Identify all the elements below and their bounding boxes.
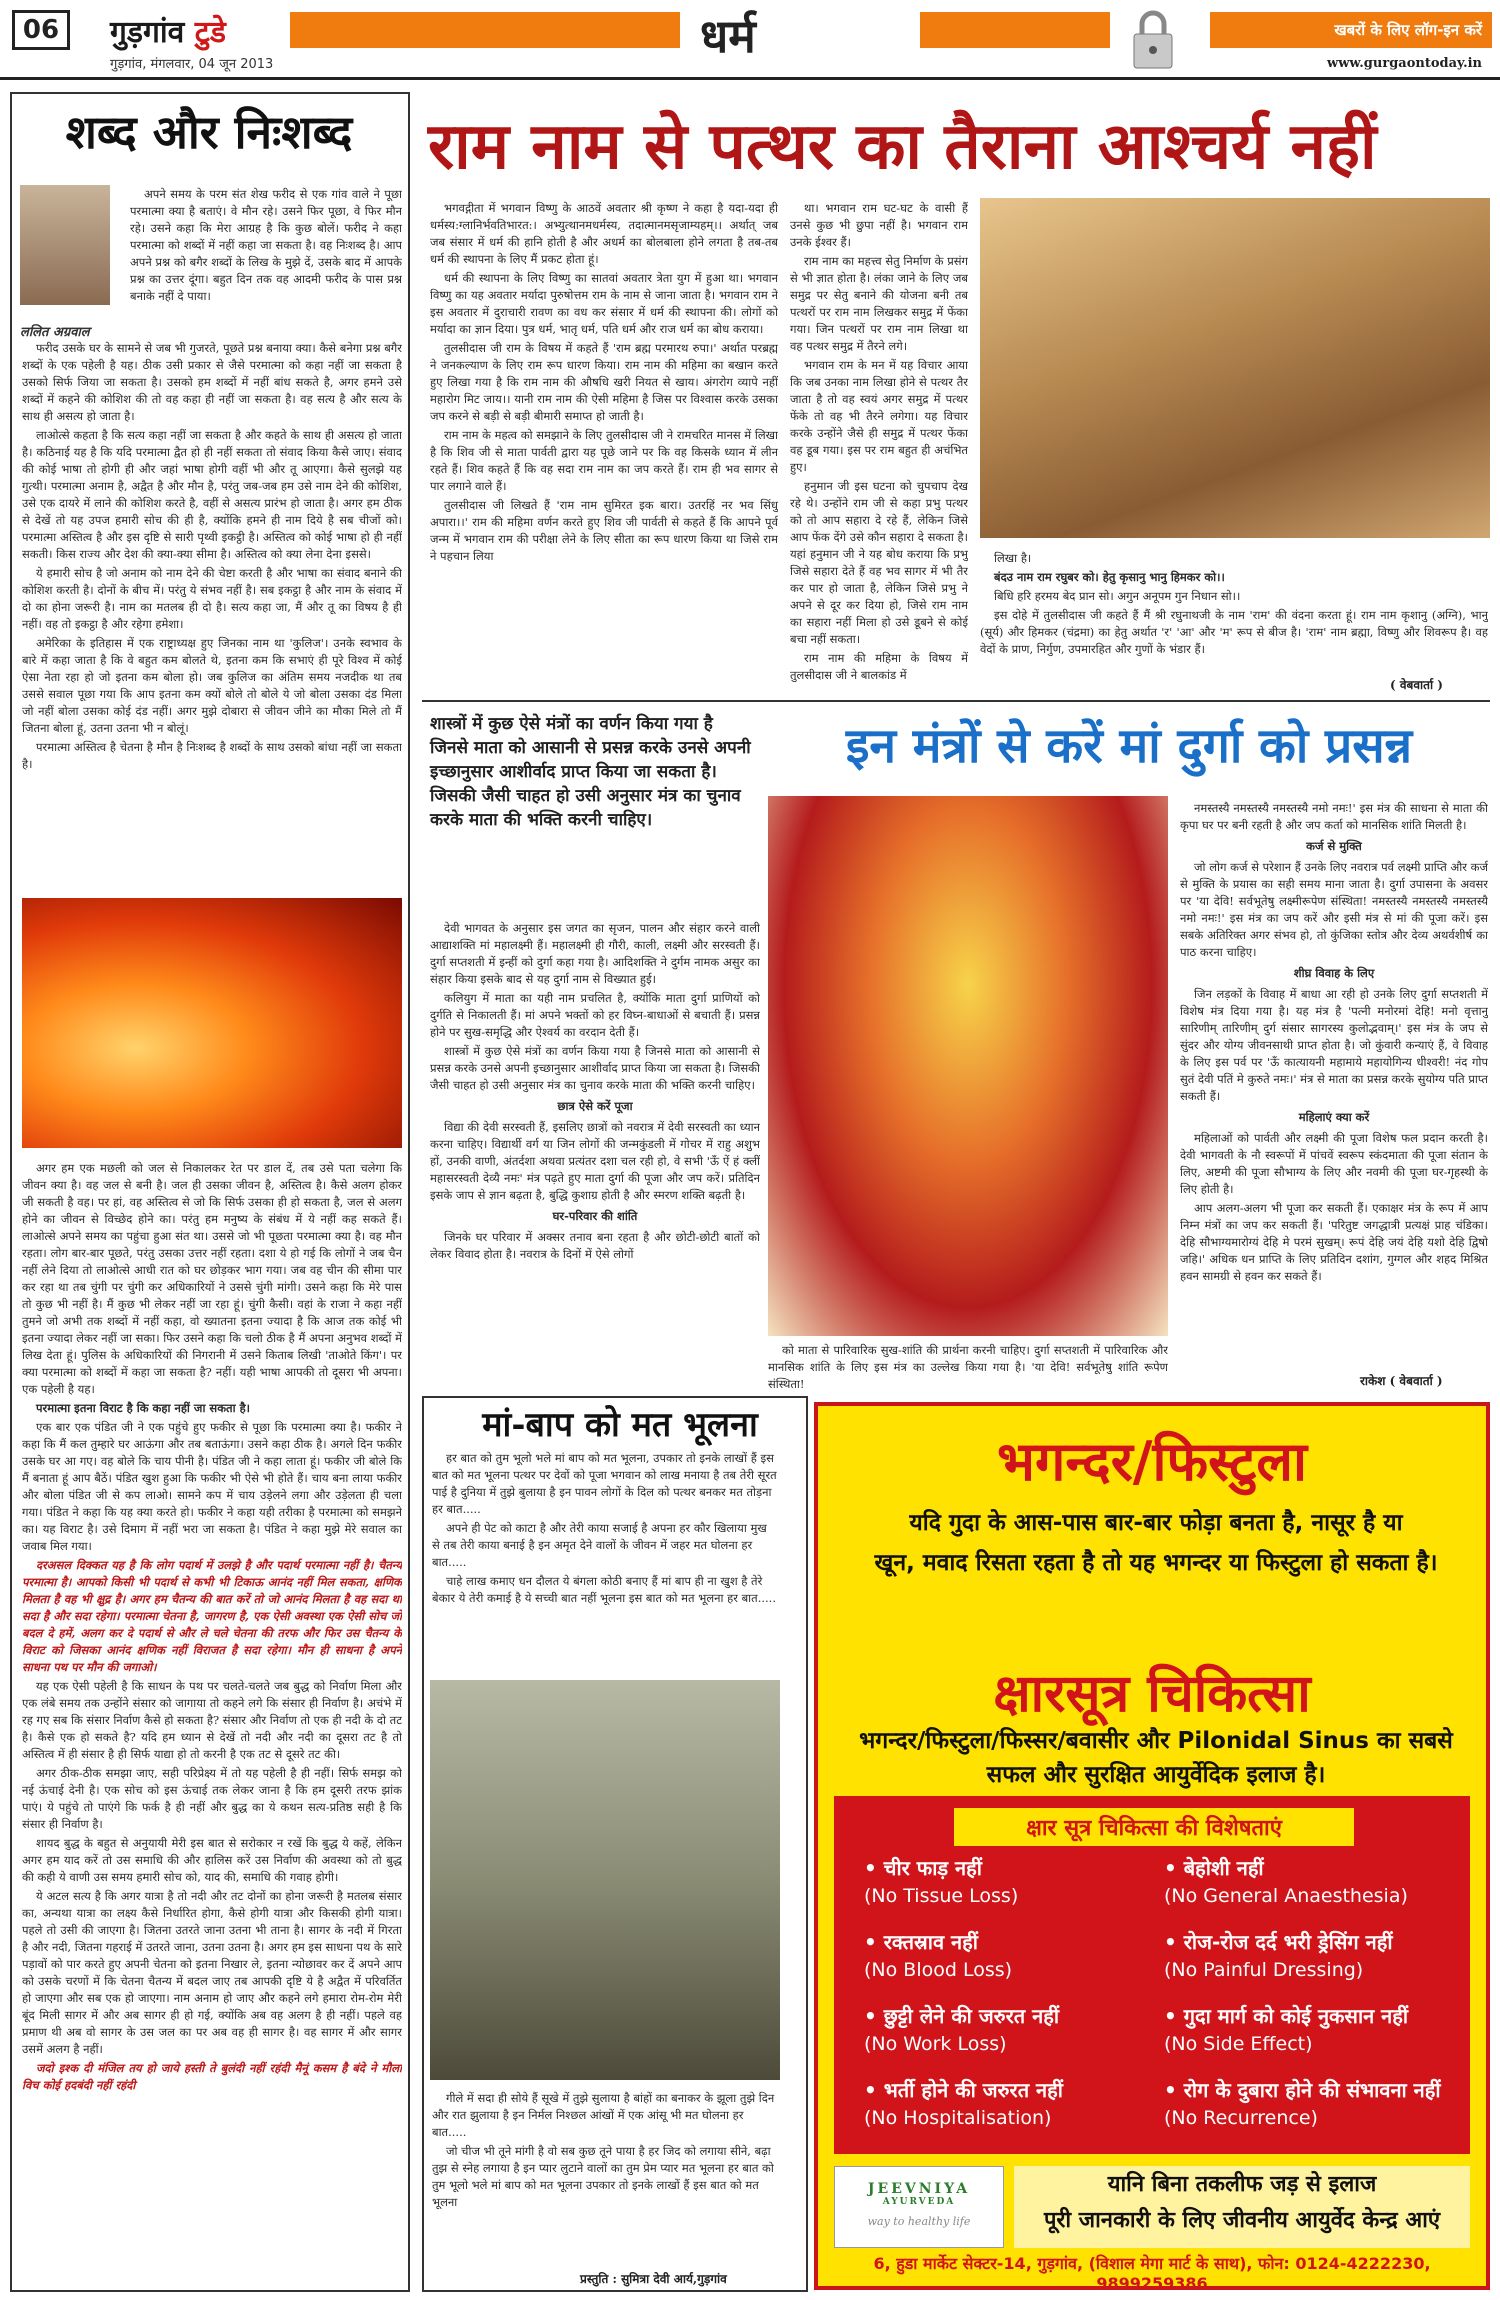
- paragraph: अमेरिका के इतिहास में एक राष्ट्राध्यक्ष हुए जिनका नाम था 'कुलिज'। उनके स्वभाव के बारे में कहा जाता है कि वे बहुत कम बोलते थे, इतना कम कि सभाएं ही पूरे विश्व में कोई ऐसा नेता रहा हो जो इतना कम बोला हो। जब कुलिज का अंतिम समय नजदीक था तब उससे सवाल पूछा गया कि आप इतना कम क्यों बोले तो बोले ये जो बोला उसका दंड मिला जो नहीं बोला उसका कोई दंड नहीं। अगर मुझे दोबारा से जीवन जीने का मौका मिले तो मैं जितना बोला हूं, उतना उतना भी न बोलूं।: [22, 636, 402, 735]
- header-bar-right: [920, 12, 1110, 48]
- paragraph: आप अलग-अलग भी पूजा कर सकती हैं। एकाक्षर मंत्र के रूप में आप निम्न मंत्रों का जप कर सकती हैं। 'परितुष्ट जगद्धात्री प्रत्यक्षं प्राह चंडिका। देहि सौभाग्यमारोग्यं देहि मे परमं सुखम्। रूपं देहि जयं देहि यशो देहि द्विषो जहि।' अधिक धन प्राप्ति के लिए प्रतिदिन दशांग, गुग्गल और शहद मिश्रित हवन सामग्री से हवन कर सकते हैं।: [1180, 1201, 1488, 1283]
- features-title: क्षार सूत्र चिकित्सा की विशेषताएं: [954, 1808, 1354, 1846]
- elderly-couple-painting: [430, 1680, 780, 2080]
- paragraph: फरीद उसके घर के सामने से जब भी गुजरते, पूछते प्रश्न बनाया क्या। कैसे बनेगा प्रश्न बगैर शब्दों के एक पहेली है यह। ठीक उसी प्रकार से जैसे परमात्मा को कहा नहीं जा सकता है उसको सिर्फ जिया जा सकता है। उसको हम शब्दों में नहीं बांध सकते है, अगर हमने उसे शब्दों में कहने की कोशिश की तो वह कहा ही नहीं जा सकता है। वह सत्य है और सत्य के साथ ही असत्य हो जाता है।: [22, 341, 402, 423]
- quote-block: दरअसल दिक्कत यह है कि लोग पदार्थ में उलझे है और पदार्थ परमात्मा नहीं है। चैतन्य परमात्मा है। आपको किसी भी पदार्थ से कभी भी टिकाऊ आनंद नहीं मिल सकता, क्षणिक मिलता है वह भी क्षुद्र है। अगर हम चैतन्य की बात करें तो जो आनंद मिलता है वह सदा था सदा है और सदा रहेगा। परमात्मा चेतना है, जागरण है, एक ऐसी अवस्था एक ऐसी सोच जो बदल दे हमें, अलग कर दे पदार्थ से और ले चले चेतना की तरफ और फिर उस चैतन्य के विराट को जिसका आनंद क्षणिक नहीं विराजत है सदा रहेगा। मौन ही साधना है अपने साधना पथ पर मौन की जगाओ।: [22, 1558, 402, 1674]
- newspaper-logo[interactable]: [110, 10, 226, 51]
- left-lower-column: [22, 1160, 402, 2285]
- paragraph: यह एक ऐसी पहेली है कि साधन के पथ पर चलते-चलते जब बुद्ध को निर्वाण मिला और एक लंबे समय तक उन्होंने संसार को जागाया तो कहने लगे कि संसार ही निर्वाण है। अचंभे में रह गए सब कि संसार निर्वाण कैसे हो सकता है? संसार और निर्वाण तो एक ही नदी के दो तट है। कैसे एक हो सकते है? यदि हम ध्यान से देखें तो नदी और नदी का दूसरा तट है तो अस्तित्व में ही संसार है ही सिर्फ याद्या हो तो करनी है एक तट से दूसरे तट की।: [22, 1679, 402, 1761]
- paragraph: राम नाम के महत्व को समझाने के लिए तुलसीदास जी ने रामचरित मानस में लिखा है कि शिव जी से माता पार्वती द्वारा यह पूछे जाने पर कि वह किसके ध्यान में लीन रहते हैं। शिव कहते हैं कि वह सदा राम नाम का जप करते हैं। राम ही भव सागर से पार लगाने वाले हैं।: [430, 428, 778, 493]
- rama-setu-painting: [980, 198, 1490, 538]
- rama-column-1: [430, 200, 778, 695]
- highlight-line: परमात्मा इतना विराट है कि कहा नहीं जा सकता है।: [36, 1401, 251, 1415]
- paragraph: तुलसीदास जी लिखते हैं 'राम नाम सुमिरत इक बारा। उतरहिं नर भव सिंधु अपारा।।' राम की महिमा वर्णन करते हुए शिव जी पार्वती से कहते हैं कि आपने पूर्व जन्म में भगवान राम की परीक्षा लेने के लिए सीता का रूप धारण किया था जिसे राम ने पहचान लिया: [430, 498, 778, 563]
- paragraph: जिनके घर परिवार में अक्सर तनाव बना रहता है और छोटी-छोटी बातों को लेकर विवाद होता है। नवरात्र के दिनों में ऐसे लोगों: [430, 1230, 760, 1261]
- feature-item: • बेहोशी नहीं (No General Anaesthesia): [1164, 1856, 1408, 1907]
- paragraph: हनुमान जी इस घटना को चुपचाप देख रहे थे। उन्होंने राम जी से कहा प्रभु पत्थर को तो आप सहारा दे रहे हैं, लेकिन जिसे आप फेंक देंगे उसे कौन सहारा दे सकता है। यहां हनुमान जी ने यह बोध कराया कि प्रभु जिसे सहारा देते हैं वह भव सागर में भी तैर कर पार हो जाता है, लेकिन जिसे प्रभु ने अपने से दूर कर दिया हो, जिसे राम नाम का सहारा नहीं मिला हो उसे डूबने से कोई बचा नहीं सकता।: [790, 479, 968, 646]
- paragraph: अपने समय के परम संत शेख फरीद से एक गांव वाले ने पूछा परमात्मा क्या है बताएं। वे मौन रहे। उसने फिर पूछा, वे फिर मौन रहे। उसने कहा कि मेरा आग्रह है कि कुछ बोलें। फरीद ने कहा परमात्मा को शब्दों में नहीं कहा जा सकता है। वह निःशब्द है। आप अपने प्रश्न को बगैर शब्दों के लिख के मुझे दें, उसके बाद में आपके प्रश्न का उत्तर दूंगा। बहुत दिन तक वह आदमी फरीद के पास प्रश्न बनाके नहीं दे पाया।: [130, 187, 402, 303]
- ad-text-line: खून, मवाद रिसता रहता है तो यह भगन्दर या फिस्टुला हो सकता है।: [874, 1550, 1438, 1576]
- durga-column-1: [430, 920, 760, 1380]
- subheading: घर-परिवार की शांति: [552, 1209, 638, 1223]
- ad-address: 6, हुडा मार्केट सेक्टर-14, गुड़गांव, (विशाल मेगा मार्ट के साथ), फोन: 0124-4222230, 9899259386: [873, 2254, 1431, 2293]
- doha-line: बिधि हरि हरमय बेद प्रान सो। अगुन अनूपम गुन निधान सो।।: [994, 589, 1241, 603]
- left-intro-column: [130, 186, 402, 326]
- paragraph: राम नाम का महत्त्व सेतु निर्माण के प्रसंग से भी ज्ञात होता है। लंका जाने के लिए जब समुद्र पर सेतु बनाने की योजना बनी तब पत्थरों पर राम नाम लिखकर समुद्र में फेंका गया। जिन पत्थरों पर राम नाम लिखा था वह पत्थर समुद्र में तैरने लगे।: [790, 254, 968, 353]
- brand-suffix: टुडे: [194, 15, 226, 50]
- paragraph: भगवान राम के मन में यह विचार आया कि जब उनका नाम लिखा होने से पत्थर तैर जाता है तो वह स्वयं अगर समुद्र में पत्थर फेंके तो वह भी तैरने लगेगा। यह विचार करके उन्होंने जैसे ही समुद्र में पत्थर फेंका वह डूब गया। इस पर राम बहुत ही अचंभित हुए।: [790, 358, 968, 474]
- maabaap-credit: प्रस्तुति : सुमित्रा देवी आर्य,गुड़गांव: [580, 2272, 727, 2286]
- login-link[interactable]: खबरों के लिए लॉग-इन करें: [1210, 12, 1492, 48]
- paragraph: विद्या की देवी सरस्वती हैं, इसलिए छात्रों को नवरात्र में देवी सरस्वती का ध्यान करना चाहिए। विद्यार्थी वर्ग या जिन लोगों की जन्मकुंडली में गोचर में राहु अशुभ हों, उनकी वाणी, अंतर्दशा अथवा प्रत्यंतर दशा चल रही हो, वे सभी 'ऊँ ऐं हं क्लीं महासरस्वती देव्यै नमः' मंत्र पढ़ते हुए माता दुर्गा की पूजा और जप करें। प्रतिदिन इसके जाप से ज्ञान बढ़ता है, बुद्धि कुशाग्र होती है और स्मरण शक्ति बढ़ती है।: [430, 1120, 760, 1202]
- section-title: धर्म: [700, 9, 756, 63]
- durga-credit: राकेश ( वेबवार्ता ): [1360, 1374, 1443, 1388]
- website-link[interactable]: www.gurgaontoday.in: [1327, 56, 1482, 71]
- durga-illustration: [768, 796, 1168, 1336]
- doha-line: बंदउ नाम राम रघुबर को। हेतु कृसानु भानु हिमकर को।।: [994, 570, 1225, 584]
- brand-name: गुड़गांव: [110, 15, 185, 50]
- jeevniya-logo: JEEVNIYA AYURVEDA way to healthy life: [834, 2166, 1004, 2248]
- maabaap-poem-top: [432, 1450, 778, 1675]
- paragraph: महिलाओं को पार्वती और लक्ष्मी की पूजा विशेष फल प्रदान करती है। देवी भागवती के नौ स्वरूपों में पांचवें स्वरूप स्कंदमाता की पूजा संतान के लिए, अष्टमी की पूजा सौभाग्य के लिए और नवमी की पूजा घर-गृहस्थी के लिए होती है।: [1180, 1131, 1488, 1196]
- durga-column-3: [1180, 800, 1488, 1390]
- paragraph: तुलसीदास जी राम के विषय में कहते हैं 'राम ब्रह्म परमारथ रुपा।' अर्थात परब्रह्म ने जनकल्याण के लिए राम रूप धारण किया। राम नाम की महिमा का बखान करते हुए लिखा गया है कि राम नाम की औषधि खरी नियत से खाय। अंगरोग व्यापे नहीं महारोग मिट जाय।। यानी राम नाम की ऐसी महिमा है जिस पर विश्वास करके उसका जप करने से बड़ी से बड़ी बीमारी समाप्त हो जाती है।: [430, 341, 778, 423]
- left-body-column: [22, 340, 402, 885]
- paragraph: देवी भागवत के अनुसार इस जगत का सृजन, पालन और संहार करने वाली आद्याशक्ति मां महालक्ष्मी हैं। महालक्ष्मी ही गौरी, काली, लक्ष्मी और सरस्वती हैं। दुर्गा सप्तशती में इन्हीं को दुर्गा कहा गया है। आदिशक्ति ने दुर्गम नामक असुर का संहार किया इसके बाद से यह दुर्गा नाम से विख्यात हुई।: [430, 921, 760, 986]
- paragraph: राम नाम की महिमा के विषय में तुलसीदास जी ने बालकांड में: [790, 651, 968, 682]
- author-photo: [20, 185, 110, 305]
- feature-item: • छुट्टी लेने की जरुरत नहीं (No Work Loss): [864, 2004, 1060, 2055]
- fistula-advertisement[interactable]: [814, 1402, 1490, 2293]
- poem-stanza: जो चीज भी तूने मांगी है वो सब कुछ तूने पाया है हर जिद को लगाया सीने, बढ़ा तुझ से स्नेह लगाया है इन प्यार लुटाने वालों का तुम प्रेम प्यार मत भूलना हर बात को तुम भूलो भले मां बाप को मत भूलना उपकार तो इनके लाखों हैं इस बात को मत भूलना: [432, 2144, 774, 2209]
- subheading: छात्र ऐसे करें पूजा: [557, 1099, 633, 1113]
- author-name: ललित अग्रवाल: [20, 325, 90, 340]
- subheading: महिलाएं क्या करें: [1298, 1110, 1370, 1124]
- feature-item: • गुदा मार्ग को कोई नुकसान नहीं (No Side Effect): [1164, 2004, 1409, 2055]
- ad-banner: [1014, 2166, 1470, 2248]
- left-article-title: शब्द और निःशब्द: [65, 105, 353, 159]
- paragraph: था। भगवान राम घट-घट के वासी हैं उनसे कुछ भी छुपा नहीं है। भगवान राम उनके ईश्वर हैं।: [790, 201, 968, 249]
- feature-item: • चीर फाड़ नहीं (No Tissue Loss): [864, 1856, 1019, 1907]
- paragraph: लाओत्से कहता है कि सत्य कहा नहीं जा सकता है और कहते के साथ ही असत्य हो जाता है। कठिनाई यह है कि यदि परमात्मा द्वैत हो ही नहीं सकता तो संवाद किया कैसे जाए। संवाद की कोई भाषा तो होगी ही और जहां भाषा होगी वहीं भी और तू आएगा। कैसे सुलझे यह गुत्थी। परमात्मा अनाम है, अद्वैत है और मौन है, परंतु जब-जब हम उसे नाम देने की कोशिश, उसे एक दायरे में लाने की कोशिश करते है, वहीं से असत्य प्रारंभ हो जाता है। अगर हम ठीक से देखें तो यह उपज हमारी सोच की ही है, क्योंकि हमने ही नाम दिये है सब चीजों को। परमात्मा अस्तित्व है और इस दृष्टि से सारी पृथ्वी इकट्ठी है। अस्तित्व को कोई भाषा हो ही नहीं सकती। किस राज्य और देश की क्या-क्या सीमा है। अस्तित्व को क्या लेना देना इससे।: [22, 428, 402, 561]
- paragraph: एक बार एक पंडित जी ने एक पहुंचे हुए फकीर से पूछा कि परमात्मा क्या है। फकीर ने कहा कि मैं कल तुम्हारे घर आऊंगा और तब बताऊंगा। उसने कहा ठीक है। अगले दिन फकीर उसके घर आ गए। वह बोले कि चाय पीनी है। पंडित जी ने कहा लाता हूं। फकीर जी बोले कि मैं बनाता हूं आप बैठें। पंडित खुश हुआ कि फकीर भी ऐसे भी होते हैं। चाय बना लाया फकीर और बोला पंडित जी से कप लाओ। सामने कप में चाय उड़ेलने लगा और उड़ेलता ही चला गया। पंडित ने कहा कि यह क्या करते हो। फकीर ने कहा यही तरीका है परमात्मा को समझने का। यह विराट है। उसे दिमाग में नहीं भरा जा सकता है। पंडित ने कहा मुझे मेरे सवाल का जवाब मिल गया।: [22, 1420, 402, 1553]
- paragraph: लिखा है।: [994, 551, 1032, 565]
- paragraph: धर्म की स्थापना के लिए विष्णु का सातवां अवतार त्रेता युग में हुआ था। भगवान विष्णु का यह अवतार मर्यादा पुरुषोत्तम राम के नाम से जाना जाता है। भगवान राम ने इस अवतार में दुराचारी रावण का वध कर संसार में धर्म की स्थापना की। लोगों को मर्यादा का ज्ञान दिया। पुत्र धर्म, भातृ धर्म, पति धर्म और राज धर्म का बोध कराया।: [430, 271, 778, 336]
- paragraph: जिन लड़कों के विवाह में बाधा आ रही हो उनके लिए दुर्गा सप्तशती में विशेष मंत्र दिया गया है। यह मंत्र है 'पत्नी मनोरमां देहि! मनो वृत्तानु सारिणीम् तारिणीम् दुर्ग संसार सागरस्य कुलोद्भवाम्।' इस मंत्र के जप से सुंदर और योग्य जीवनसाथी प्राप्त होता है। जो कुंवारी कन्याएं हैं, वे विवाह के लिए इस पर्व पर 'ऊँ कात्यायनी महामाये महायोगिन्य धीश्वरी! नंद गोप सुतं देवी पतिं मे कुरुते नमः।' मंत्र से माता का प्रसन्न करके सुयोग्य पति प्राप्त सकती हैं।: [1180, 987, 1488, 1103]
- paragraph: ये हमारी सोच है जो अनाम को नाम देने की चेष्टा करती है और भाषा का संवाद बनाने की कोशिश करती है। दोनों के बीच में। परंतु ये संभव नहीं है। सब इकट्ठा है और नाम के संवाद में दो का होना जरूरी है। नाम का मतलब ही दो है। सत्य कहा जा, मैं और तू का विषय है ही नहीं। वह तो इकट्ठा है और रहेगा हमेशा।: [22, 566, 402, 631]
- feature-item: • रोज-रोज दर्द भरी ड्रेसिंग नहीं (No Painful Dressing): [1164, 1930, 1393, 1981]
- maabaap-poem-bottom: [432, 2090, 778, 2270]
- paragraph: अगर ठीक-ठीक समझा जाए, सही परिप्रेक्ष्य में तो यह पहेली है ही नहीं। सिर्फ समझ को नई ऊंचाई देनी है। एक सोच को इस ऊंचाई तक लेकर जाना है कि हम दूसरी तरफ झांक पाएं। ये पहुंचे तो पाएंगे कि फर्क है ही नहीं और बुद्ध का ये कथन सत्य-प्रतिष्ठ सही है कि संसार ही निर्वाण है।: [22, 1766, 402, 1831]
- rama-column-2: [790, 200, 968, 695]
- paragraph: परमात्मा अस्तित्व है चेतना है मौन है निःशब्द है शब्दों के साथ उसको बांधा नहीं जा सकता है।: [22, 740, 402, 771]
- paragraph: इस दोहे में तुलसीदास जी कहते हैं मैं श्री रघुनाथजी के नाम 'राम' की वंदना करता हूं। राम नाम कृशानु (अग्नि), भानु (सूर्य) और हिमकर (चंद्रमा) का हेतु अर्थात 'र' 'आ' और 'म' रूप से बीज है। 'राम' नाम ब्रह्मा, विष्णु और शिवरूप है। वह वेदों के प्राण, निर्गुण, उपमारहित और गुणों के भंडार हैं।: [980, 608, 1488, 656]
- paragraph: शास्त्रों में कुछ ऐसे मंत्रों का वर्णन किया गया है जिनसे माता को आसानी से प्रसन्न करके उनसे अपनी इच्छानुसार आशीर्वाद प्राप्त किया जा सकता है। जिसकी जैसी चाहत हो उसी अनुसार मंत्र का चुनाव करके माता की भक्ति करनी चाहिए।: [430, 1044, 760, 1092]
- page-number: 06: [12, 10, 70, 50]
- paragraph: कलियुग में माता का यही नाम प्रचलित है, क्योंकि माता दुर्गा प्राणियों को दुर्गति से निकालती हैं। मां अपने भक्तों को हर विघ्न-बाधाओं से बचाती हैं। प्रसन्न होने पर सुख-समृद्धि और ऐश्वर्य का वरदान देती हैं।: [430, 991, 760, 1039]
- ad-text-line: सफल और सुरक्षित आयुर्वेदिक इलाज है।: [986, 1762, 1326, 1788]
- durga-pull-quote: शास्त्रों में कुछ ऐसे मंत्रों का वर्णन किया गया है जिनसे माता को आसानी से प्रसन्न करके उनसे अपनी इच्छानुसार आशीर्वाद प्राप्त किया जा सकता है। जिसकी जैसी चाहत हो उसी अनुसार मंत्र का चुनाव करके माता की भक्ति करनी चाहिए।: [430, 714, 751, 830]
- ad-features-box: [834, 1796, 1470, 2154]
- ad-text-line: यदि गुदा के आस-पास बार-बार फोड़ा बनता है, नासूर है या: [909, 1510, 1403, 1536]
- banner-line: पूरी जानकारी के लिए जीवनीय आयुर्वेद केन्द्र आएं: [1043, 2207, 1441, 2233]
- masthead: [0, 0, 1500, 80]
- poem-stanza: हर बात को तुम भूलो भले मां बाप को मत भूलना, उपकार तो इनके लाखों हैं इस बात को मत भूलना पत्थर पर देवों को पूजा भगवान को लाख मनाया है तब तेरी सूरत पाई है दुनिया में तुझे बुलाया है इन पावन लोगों के दिल को पत्थर बनकर मत तोड़ना हर बात.....: [432, 1451, 777, 1516]
- poem-stanza: चाहे लाख कमाए धन दौलत ये बंगला कोठी बनाए हैं मां बाप ही ना खुश है तेरे बेकार ये तेरी कमाई है ये सच्ची बात नहीं भूलना इस बात को मत भूलना हर बात.....: [432, 1574, 776, 1605]
- paragraph: नमस्तस्यै नमस्तस्यै नमस्तस्यै नमो नमः!' इस मंत्र की साधना से माता की कृपा घर पर बनी रहती है और जप कर्ता को मानसिक शांति मिलती है।: [1180, 801, 1488, 832]
- paragraph: भगवद्गीता में भगवान विष्णु के आठवें अवतार श्री कृष्ण ने कहा है यदा-यदा ही धर्मस्य:ग्लानिर्भवतिभारत:। अभ्युत्थानमधर्मस्य, तदात्मानमसृजाम्यहम्।। अर्थात् जब जब संसार में धर्म की हानि होती है और अधर्म का बोलबाला होने लगता है तब-तब धर्म की स्थापना के लिए मैं प्रकट होता हूं।: [430, 201, 778, 266]
- banner-line: यानि बिना तकलीफ जड़ से इलाज: [1107, 2171, 1377, 2197]
- closing-verse: जदो इश्क दी मंजिल तय हो जाये हस्ती ते बुलंदी नहीं रहंदी मैनूं कसम है बंदे ने मौला विच कोई हदबंदी नहीं रहंदी: [22, 2061, 402, 2092]
- poem-stanza: गीले में सदा ही सोये हैं सूखे में तुझे सुलाया है बांहों का बनाकर के झूला तुझे दिन और रात झुलाया है इन निर्मल निश्छल आंखों में एक आंसू भी मत घोलना हर बात.....: [432, 2091, 775, 2139]
- ad-text-line: भगन्दर/फिस्टुला/फिस्सर/बवासीर और Pilonidal Sinus का सबसे: [859, 1728, 1453, 1754]
- paragraph: जो लोग कर्ज से परेशान हैं उनके लिए नवरात्र पर्व लक्ष्मी प्राप्ति और कर्ज से मुक्ति के प्रयास का सही समय माना जाता है। दुर्गा उपासना के अवसर पर 'या देवि! सर्वभूतेषु लक्ष्मीरूपेण संस्थिता! नमस्तस्यै नमस्तस्यै नमस्तस्यै नमो नमः!' इस मंत्र का जप करें और इसी मंत्र से मां की पूजा करें। इस सबके अतिरिक्त अगर संभव हो, तो कुंजिका स्तोत्र और देव्य अथर्वशीर्ष का पाठ करना चाहिए।: [1180, 860, 1488, 959]
- subheading: कर्ज से मुक्ति: [1306, 839, 1362, 853]
- feature-item: • भर्ती होने की जरुरत नहीं (No Hospitalisation): [864, 2078, 1063, 2129]
- subheading: शीघ्र विवाह के लिए: [1293, 966, 1375, 980]
- feature-item: • रक्तस्राव नहीं (No Blood Loss): [864, 1930, 1013, 1981]
- poem-stanza: अपने ही पेट को काटा है और तेरी काया सजाई है अपना हर कौर खिलाया मुख से तब तेरी काया बनाई है इन अमृत देने वालों के जीवन में जहर मत घोलना हर बात.....: [432, 1521, 767, 1569]
- ad-treatment-name: क्षारसूत्र चिकित्सा: [993, 1663, 1311, 1724]
- header-bar-left: [290, 12, 680, 48]
- lock-icon: [1118, 8, 1188, 74]
- ad-title: भगन्दर/फिस्टुला: [997, 1429, 1307, 1493]
- paragraph: को माता से पारिवारिक सुख-शांति की प्रार्थना करनी चाहिए। दुर्गा सप्तशती में पारिवारिक और मानसिक शांति के लिए इस मंत्र का उल्लेख किया गया है। 'या देवि! सर्वभूतेषु शांति रूपेण संस्थिता!: [768, 1343, 1168, 1391]
- maabaap-title: मां-बाप को मत भूलना: [482, 1405, 758, 1445]
- paragraph: शायद बुद्ध के बहुत से अनुयायी मेरी इस बात से सरोकार न रखें कि बुद्ध ये कहें, लेकिन अगर हम याद करें तो उस समाधि की और हालिस करें उस निर्वाण की अवस्था को तो बुद्ध की कही ये वाणी उस समय हमारी सोच को, याद की, समाधि की गवाह होगी।: [22, 1836, 402, 1884]
- divider: [422, 700, 1490, 702]
- durga-column-2: [768, 1342, 1168, 1392]
- dateline: गुड़गांव, मंगलवार, 04 जून 2013: [110, 57, 274, 72]
- abstract-orange-image: [22, 898, 402, 1148]
- feature-item: • रोग के दुबारा होने की संभावना नहीं (No Recurrence): [1164, 2078, 1441, 2129]
- rama-credit: ( वेबवार्ता ): [1390, 678, 1443, 692]
- rama-column-3: [980, 550, 1488, 690]
- paragraph: ये अटल सत्य है कि अगर यात्रा है तो नदी और तट दोनों का होना जरूरी है मतलब संसार का, अन्यथा यात्रा का लक्ष्य कैसे निर्धारित होगा, कैसे होगी यात्रा और किसकी होगी यात्रा। पहले तो उसी की जाएगा है। जितना उतरते जाना उतना भी ताना है। सागर के नदी में गिरता है और नदी, जितना गहराई में उतरते जाना, उतना उतना है। अगर हम इस साधना पथ के सारे पड़ावों को पार करते हुए अपनी चेतना को इतना निखार ले, इतना न्योछावर कर दें अपने आप को उसके चरणों में कि चेतना चैतन्य में बदल जाए तब आपकी दृष्टि ये है अद्वैत में परिवर्तित हो जाएगा और सब एक हो जाएगा। नाम अनाम हो जाए और कहने लगे हमारा रोम-रोम मेरी बूंद मिली सागर में और अब सागर ही हो गई, क्योंकि अब वह अलग है ही नहीं। पहले वह प्रमाण थी अब वो सागर के उस जल का पर अब वह ही सागर है। वह सागर में और सागर उसमें अलग है नहीं।: [22, 1889, 402, 2056]
- durga-headline: इन मंत्रों से करें मां दुर्गा को प्रसन्न: [845, 718, 1413, 774]
- paragraph: अगर हम एक मछली को जल से निकालकर रेत पर डाल दें, तब उसे पता चलेगा कि जीवन क्या है। वह जल से बनी है। जल ही उसका जीवन है, अस्तित्व है। कैसे अलग होकर जी सकती है वह। पर हां, वह अस्तित्व से जो कि सिर्फ उसका ही हो सकता है, जल से अलग होने का जीवन से विच्छेद होने का। परंतु हम मनुष्य के संबंध में ये नहीं कह सकते हैं। लाओत्से अपने समय का पहुंचा हुआ संत था। उससे जो भी पूछता परमात्मा क्या है। वह मौन रहता। लोग बार-बार पूछते, परंतु उसका उत्तर नहीं रहता। दशा ये हो गई कि लोगों ने जब चैन नहीं लेने दिया तो लाओत्से आधी रात को घर छोड़कर भाग गया। जब वह चीन की सीमा पार कर रहा था तब चुंगी पर चुंगी कर अधिकारियों ने उससे चुंगी मांगी। उसने कहा कि मेरे पास तो कुछ भी नहीं है। मैं कुछ भी लेकर नहीं जा रहा हूं। चुंगी कैसी। वहां के राजा ने कहा नहीं तुमने जो अभी तक शब्दों में नहीं कहा, वो ख्यातना इतना ज्यादा है कि आज तक कोई भी इतना ज्यादा लेकर नहीं जा सका। फिर उसने कहा कि चलो ठीक है मैं अपना अनुभव शब्दों में लिख देता हूं। पुलिस के अधिकारियों की निगरानी में उसने किताब लिखी 'ताओते किंग'। पर क्या परमात्मा को शब्दों में कहा जा सकता है? नहीं। यही भाषा आपकी तो दूसरा भी अपना। एक पहेली है यह।: [22, 1161, 402, 1396]
- rama-headline: राम नाम से पत्थर का तैराना आश्चर्य नहीं: [428, 109, 1377, 184]
